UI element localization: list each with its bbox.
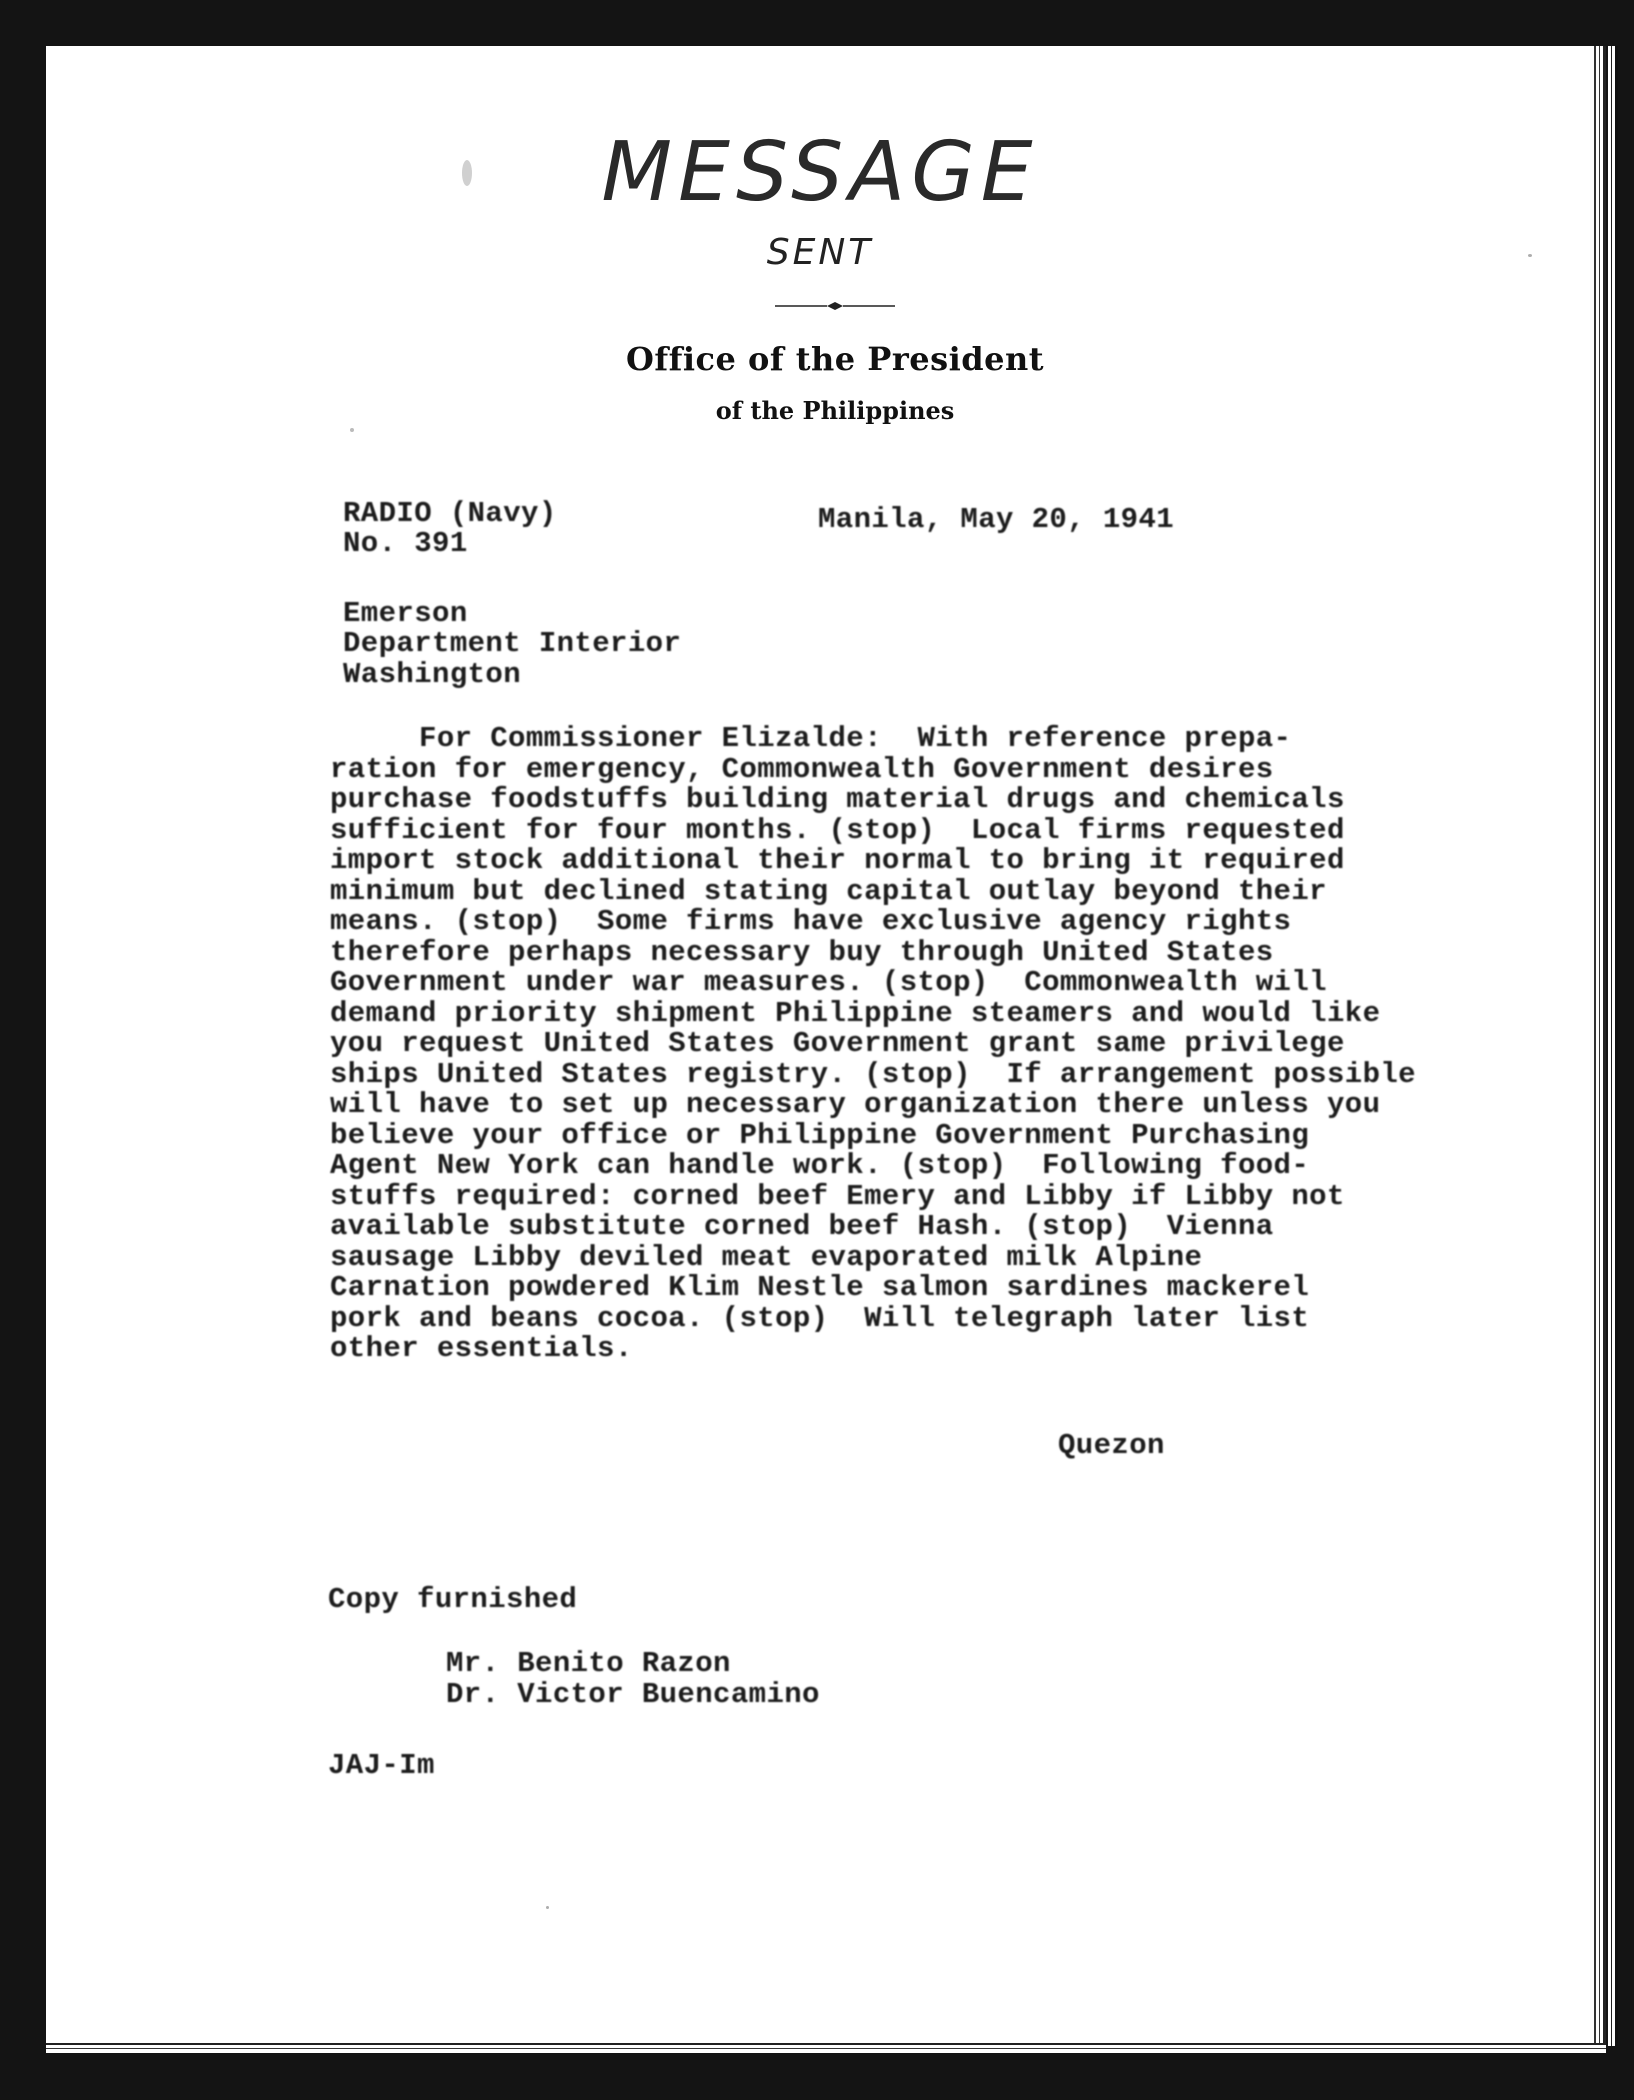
divider-ornament [775, 300, 895, 312]
office-title: Office of the President [625, 340, 1045, 378]
body-line: stuffs required: corned beef Emery and Libby if Libby not [330, 1179, 1345, 1213]
body-line: Agent New York can handle work. (stop) Following food- [330, 1149, 1310, 1182]
letterhead-subtitle: SENT [766, 232, 874, 273]
speck-mark [546, 1906, 549, 1909]
body-line: believe your office or Philippine Government Purchasing [330, 1118, 1310, 1152]
body-line: Government under war measures. (stop) Commonwealth will [330, 966, 1327, 999]
page-edge [1594, 46, 1606, 2046]
body-line: For Commissioner Elizalde: With reference prepa- [330, 722, 1292, 755]
typist-initials: JAJ-Im [328, 1749, 435, 1782]
body-line: Carnation powdered Klim Nestle salmon sardines mackerel [330, 1271, 1310, 1304]
body-line: ships United States registry. (stop) If arrangement possible [330, 1057, 1416, 1091]
page-bottom-edge [46, 2043, 1606, 2053]
body-line: purchase foodstuffs building material drugs and chemicals [330, 783, 1345, 816]
letterhead-title: MESSAGE [601, 125, 1039, 220]
speck-mark [350, 428, 354, 432]
body-line: means. (stop) Some firms have exclusive agency rights [330, 905, 1292, 938]
body-line: available substitute corned beef Hash. (stop) Vienna [330, 1210, 1274, 1243]
radio-label: RADIO (Navy) [343, 497, 557, 530]
copy-recipient: Dr. Victor Buencamino [446, 1678, 820, 1711]
body-line: import stock additional their normal to bring it required [330, 844, 1345, 877]
message-body [330, 724, 1510, 1365]
body-line: ration for emergency, Commonwealth Government desires [330, 752, 1274, 786]
body-line: sausage Libby deviled meat evaporated milk Alpine [330, 1240, 1203, 1274]
place-date: Manila, May 20, 1941 [818, 503, 1175, 536]
copy-recipient: Mr. Benito Razon [446, 1647, 731, 1680]
page-edge-far [1608, 46, 1618, 2046]
body-line: pork and beans cocoa. (stop) Will telegraph later list [330, 1301, 1310, 1335]
body-line: demand priority shipment Philippine steamers and would like [330, 996, 1381, 1030]
body-line: you request United States Government grant same privilege [330, 1027, 1345, 1060]
body-line: will have to set up necessary organization there unless you [330, 1088, 1381, 1121]
speck-mark [1528, 254, 1532, 257]
copy-furnished-label: Copy furnished [328, 1583, 578, 1616]
body-line: other essentials. [330, 1332, 633, 1365]
addressee-city: Washington [343, 658, 522, 691]
signature: Quezon [1058, 1429, 1165, 1462]
addressee-department: Department Interior [343, 627, 682, 660]
body-line: minimum but declined stating capital outlay beyond their [330, 874, 1327, 908]
message-number: No. 391 [343, 527, 468, 560]
addressee-name: Emerson [343, 597, 468, 630]
smudge-mark [462, 160, 472, 186]
body-line: therefore perhaps necessary buy through United States [330, 935, 1274, 969]
office-country: of the Philippines [715, 396, 955, 425]
body-line: sufficient for four months. (stop) Local firms requested [330, 813, 1345, 847]
